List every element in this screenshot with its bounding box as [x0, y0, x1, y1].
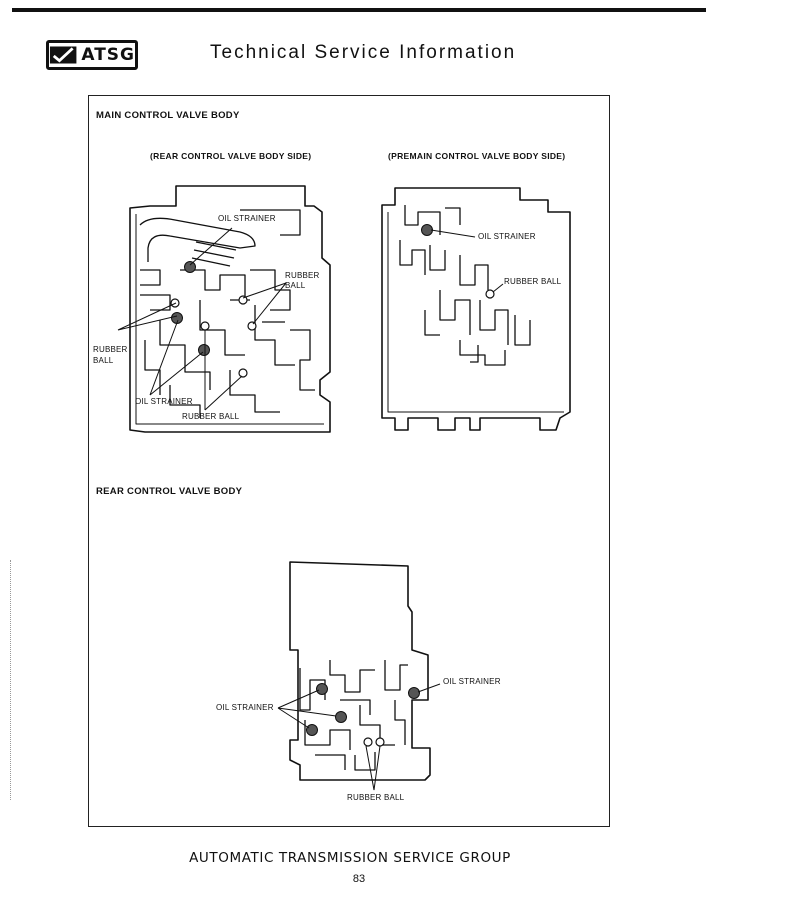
right-valve-body-outline — [382, 188, 570, 430]
callout-premain-rubber-ball: RUBBER BALL — [504, 277, 562, 286]
callout-oil-strainer-bottom: OIL STRAINER — [135, 397, 193, 406]
page-title: Technical Service Information — [210, 42, 517, 63]
right-strainer — [422, 225, 433, 236]
logo-text: ATSG — [81, 45, 135, 65]
callout-rubber-ball-bottom: RUBBER BALL — [182, 412, 240, 421]
footer-organization: AUTOMATIC TRANSMISSION SERVICE GROUP — [189, 850, 511, 866]
rear-ball-2 — [376, 738, 384, 746]
rear-strainer-1 — [317, 684, 328, 695]
rear-ball-1 — [364, 738, 372, 746]
right-ball — [486, 290, 494, 298]
left-view-label: (REAR CONTROL VALVE BODY SIDE) — [150, 151, 312, 161]
scan-edge-mark — [10, 560, 12, 800]
rear-section-title: REAR CONTROL VALVE BODY — [96, 486, 243, 497]
right-view-label: (PREMAIN CONTROL VALVE BODY SIDE) — [388, 151, 566, 161]
callout-rubber-ball-right-line1: RUBBER — [285, 271, 320, 280]
rear-strainer-2 — [336, 712, 347, 723]
left-passages — [140, 210, 315, 418]
left-ball-4 — [248, 322, 256, 330]
callout-premain-oil-strainer: OIL STRAINER — [478, 232, 536, 241]
callout-oil-strainer-top: OIL STRAINER — [218, 214, 276, 223]
rear-strainer-3 — [307, 725, 318, 736]
right-valve-body-inner-edge — [388, 212, 564, 412]
rear-strainer-4 — [409, 688, 420, 699]
page-number: 83 — [352, 873, 366, 885]
callout-rubber-ball-right-line2: BALL — [285, 281, 306, 290]
callout-rear-oil-strainer-left: OIL STRAINER — [216, 703, 274, 712]
callout-rubber-ball-left-line1: RUBBER — [93, 345, 128, 354]
main-section-title: MAIN CONTROL VALVE BODY — [96, 110, 240, 121]
rear-passages — [300, 660, 408, 770]
callout-rear-rubber-ball: RUBBER BALL — [347, 793, 405, 802]
left-ball-2 — [201, 322, 209, 330]
callout-rubber-ball-left-line2: BALL — [93, 356, 114, 365]
left-ball-5 — [239, 369, 247, 377]
callout-rear-oil-strainer-right: OIL STRAINER — [443, 677, 501, 686]
left-strainer-1 — [185, 262, 196, 273]
